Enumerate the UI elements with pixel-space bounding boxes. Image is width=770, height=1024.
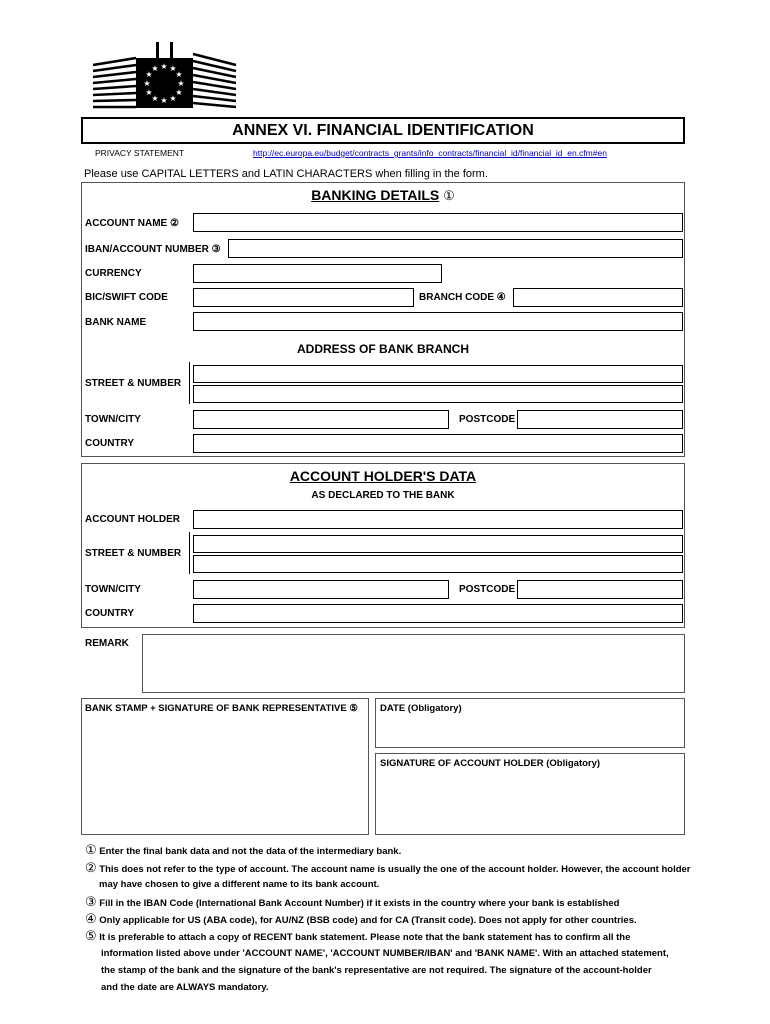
ec-logo (88, 40, 238, 115)
account-holder-field[interactable] (193, 510, 683, 529)
page-title: ANNEX VI. FINANCIAL IDENTIFICATION (232, 122, 534, 139)
holder-street-divider (189, 532, 190, 574)
footnote-5-text: It is preferable to attach a copy of RECENT bank statement. Please note that the bank statement has to confirm all the (99, 932, 631, 943)
bank-name-label: BANK NAME (85, 317, 147, 328)
svg-text:★: ★ (151, 64, 159, 73)
svg-text:★: ★ (160, 62, 168, 71)
bank-stamp-box[interactable] (81, 698, 369, 835)
holder-postcode-field[interactable] (517, 580, 683, 599)
ec-logo-graphic (88, 40, 238, 115)
banking-details-title (81, 187, 685, 204)
footnote-3 (85, 894, 619, 910)
iban-label: IBAN/ACCOUNT NUMBER ③ (85, 244, 221, 255)
bank-country-label: COUNTRY (85, 438, 135, 449)
footnote-5-mark: ⑤ (85, 928, 97, 943)
svg-text:★: ★ (175, 88, 183, 97)
holder-signature-label: SIGNATURE OF ACCOUNT HOLDER (Obligatory) (380, 758, 601, 769)
account-holder-title: ACCOUNT HOLDER'S DATA (289, 468, 477, 484)
footnote-2 (85, 860, 691, 876)
holder-street-label: STREET & NUMBER (85, 548, 182, 559)
bank-town-field[interactable] (193, 410, 449, 429)
banking-details-title-mark: ① (443, 188, 455, 203)
bank-street-field-line1[interactable] (193, 365, 683, 383)
footnote-1-text: Enter the final bank data and not the data of the intermediary bank. (99, 846, 402, 857)
footnote-4-mark: ④ (85, 911, 97, 926)
svg-text:★: ★ (143, 79, 151, 88)
privacy-statement-label: PRIVACY STATEMENT (95, 148, 185, 158)
footnote-3-mark: ③ (85, 894, 97, 909)
account-holder-subtitle: AS DECLARED TO THE BANK (311, 490, 455, 501)
svg-text:★: ★ (145, 88, 153, 97)
holder-country-field[interactable] (193, 604, 683, 623)
street-divider (189, 362, 190, 404)
title-box (81, 117, 685, 144)
bic-swift-field[interactable] (193, 288, 414, 307)
branch-code-field[interactable] (513, 288, 683, 307)
footnote-2-text: This does not refer to the type of account. The account name is usually the one of the account holder. However, the account holder (99, 864, 691, 875)
svg-text:★: ★ (175, 70, 183, 79)
privacy-statement-link[interactable]: http://ec.europa.eu/budget/contracts_grants/info_contracts/financial_id/financial_id_en.cfm#en (253, 148, 607, 158)
svg-text:★: ★ (169, 94, 177, 103)
bank-street-field-line2[interactable] (193, 385, 683, 403)
holder-town-label: TOWN/CITY (85, 584, 141, 595)
iban-field[interactable] (228, 239, 683, 258)
currency-label: CURRENCY (85, 268, 142, 279)
holder-street-field-line2[interactable] (193, 555, 683, 573)
banking-details-title-text: BANKING DETAILS (311, 187, 440, 203)
holder-postcode-label: POSTCODE (459, 584, 516, 595)
svg-text:★: ★ (145, 70, 153, 79)
bank-name-field[interactable] (193, 312, 683, 331)
holder-street-field-line1[interactable] (193, 535, 683, 553)
currency-field[interactable] (193, 264, 442, 283)
account-holder-label: ACCOUNT HOLDER (85, 514, 180, 525)
footnote-1 (85, 842, 401, 858)
footnote-1-mark: ① (85, 842, 97, 857)
bank-postcode-label: POSTCODE (459, 414, 516, 425)
footnote-3-text: Fill in the IBAN Code (International Bank Account Number) if it exists in the country where your bank is established (99, 898, 620, 909)
svg-text:★: ★ (169, 64, 177, 73)
address-of-bank-branch-title: ADDRESS OF BANK BRANCH (296, 342, 469, 356)
footnote-5 (85, 928, 630, 944)
bank-country-field[interactable] (193, 434, 683, 453)
bic-swift-label: BIC/SWIFT CODE (85, 292, 168, 303)
svg-text:★: ★ (160, 96, 168, 105)
footnote-2-mark: ② (85, 860, 97, 875)
account-name-field[interactable] (193, 213, 683, 232)
footnote-5-line4: and the date are ALWAYS mandatory. (101, 982, 269, 993)
footnote-2-continued: may have chosen to give a different name to its bank account. (99, 879, 380, 890)
bank-town-label: TOWN/CITY (85, 414, 141, 425)
account-name-label: ACCOUNT NAME ② (85, 218, 179, 229)
holder-town-field[interactable] (193, 580, 449, 599)
footnote-4 (85, 911, 637, 927)
bank-postcode-field[interactable] (517, 410, 683, 429)
svg-text:★: ★ (151, 94, 159, 103)
footnote-5-line3: the stamp of the bank and the signature of the bank's representative are not required. The signature of the account-holder (101, 965, 652, 976)
bank-stamp-label: BANK STAMP + SIGNATURE OF BANK REPRESENTATIVE ⑤ (85, 703, 358, 714)
remark-field[interactable] (142, 634, 685, 693)
date-label: DATE (Obligatory) (380, 703, 462, 714)
svg-text:★: ★ (177, 79, 185, 88)
footnote-4-text: Only applicable for US (ABA code), for AU/NZ (BSB code) and for CA (Transit code). Does not apply for other countries. (99, 915, 637, 926)
holder-country-label: COUNTRY (85, 608, 135, 619)
bank-street-label: STREET & NUMBER (85, 378, 182, 389)
instruction-text: Please use CAPITAL LETTERS and LATIN CHARACTERS when filling in the form. (84, 168, 488, 180)
branch-code-label: BRANCH CODE ④ (419, 292, 506, 303)
remark-label: REMARK (85, 638, 129, 649)
footnote-5-line2: information listed above under 'ACCOUNT NAME', 'ACCOUNT NUMBER/IBAN' and 'BANK NAME'. With an attached statement, (101, 948, 669, 959)
